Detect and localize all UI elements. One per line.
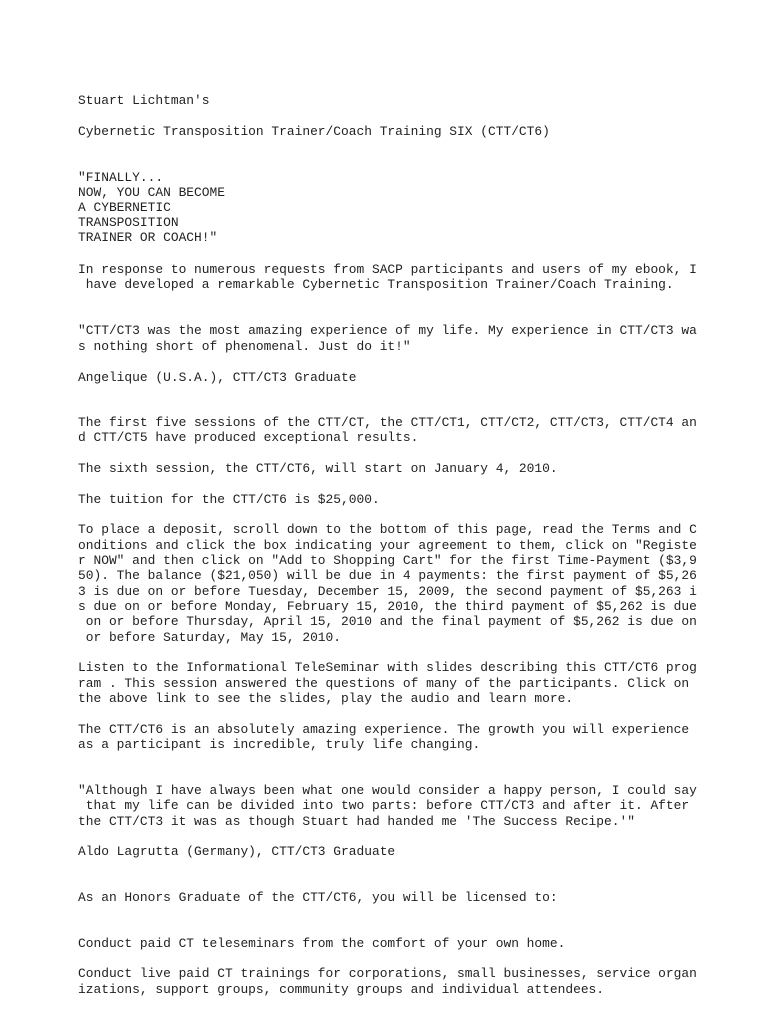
license-item: Conduct live paid CT trainings for corporations, small businesses, service organ — [78, 966, 697, 981]
teleseminar-line: the above link to see the slides, play the audio and learn more. — [78, 691, 574, 706]
headline-line: NOW, YOU CAN BECOME — [78, 185, 225, 200]
teleseminar-line: ram . This session answered the questions of many of the participants. Click on — [78, 676, 690, 691]
license-item: Conduct paid CT teleseminars from the comfort of your own home. — [78, 936, 566, 951]
tuition-line: The tuition for the CTT/CT6 is $25,000. — [78, 492, 380, 507]
deposit-line: s due on or before Monday, February 15, 2010, the third payment of $5,262 is due — [78, 599, 697, 614]
testimonial-author: Angelique (U.S.A.), CTT/CT3 Graduate — [78, 370, 357, 385]
deposit-line: onditions and click the box indicating your agreement to them, click on "Registe — [78, 538, 697, 553]
deposit-line: To place a deposit, scroll down to the bottom of this page, read the Terms and C — [78, 522, 697, 537]
sessions-line: The first five sessions of the CTT/CT, the CTT/CT1, CTT/CT2, CTT/CT3, CTT/CT4 an — [78, 415, 697, 430]
author-line: Stuart Lichtman's — [78, 93, 210, 108]
testimonial-author: Aldo Lagrutta (Germany), CTT/CT3 Graduate — [78, 844, 396, 859]
deposit-line: 50). The balance ($21,050) will be due in 4 payments: the first payment of $5,26 — [78, 568, 697, 583]
deposit-line: or before Saturday, May 15, 2010. — [78, 630, 342, 645]
deposit-line: on or before Thursday, April 15, 2010 and the final payment of $5,262 is due on — [78, 614, 697, 629]
license-intro: As an Honors Graduate of the CTT/CT6, you will be licensed to: — [78, 890, 558, 905]
intro-line: have developed a remarkable Cybernetic Transposition Trainer/Coach Training. — [78, 277, 674, 292]
deposit-line: 3 is due on or before Tuesday, December 15, 2009, the second payment of $5,263 i — [78, 584, 697, 599]
testimonial-line: "Although I have always been what one would consider a happy person, I could say — [78, 783, 697, 798]
testimonial-line: "CTT/CT3 was the most amazing experience of my life. My experience in CTT/CT3 wa — [78, 323, 697, 338]
deposit-line: r NOW" and then click on "Add to Shopping Cart" for the first Time-Payment ($3,9 — [78, 553, 697, 568]
intro-line: In response to numerous requests from SACP participants and users of my ebook, I — [78, 262, 697, 277]
headline-line: TRAINER OR COACH!" — [78, 230, 218, 245]
teleseminar-line: Listen to the Informational TeleSeminar with slides describing this CTT/CT6 prog — [78, 660, 697, 675]
headline-line: A CYBERNETIC — [78, 200, 171, 215]
license-item: izations, support groups, community groups and individual attendees. — [78, 982, 605, 997]
start-date-line: The sixth session, the CTT/CT6, will start on January 4, 2010. — [78, 461, 558, 476]
headline-line: TRANSPOSITION — [78, 215, 179, 230]
document-title: Cybernetic Transposition Trainer/Coach Training SIX (CTT/CT6) — [78, 124, 550, 139]
testimonial-line: s nothing short of phenomenal. Just do it!" — [78, 339, 411, 354]
testimonial-line: that my life can be divided into two parts: before CTT/CT3 and after it. After — [78, 798, 690, 813]
sessions-line: d CTT/CT5 have produced exceptional results. — [78, 430, 419, 445]
testimonial-line: the CTT/CT3 it was as though Stuart had handed me 'The Success Recipe.'" — [78, 814, 635, 829]
experience-line: as a participant is incredible, truly life changing. — [78, 737, 481, 752]
headline-line: "FINALLY... — [78, 170, 164, 185]
experience-line: The CTT/CT6 is an absolutely amazing experience. The growth you will experience — [78, 722, 690, 737]
